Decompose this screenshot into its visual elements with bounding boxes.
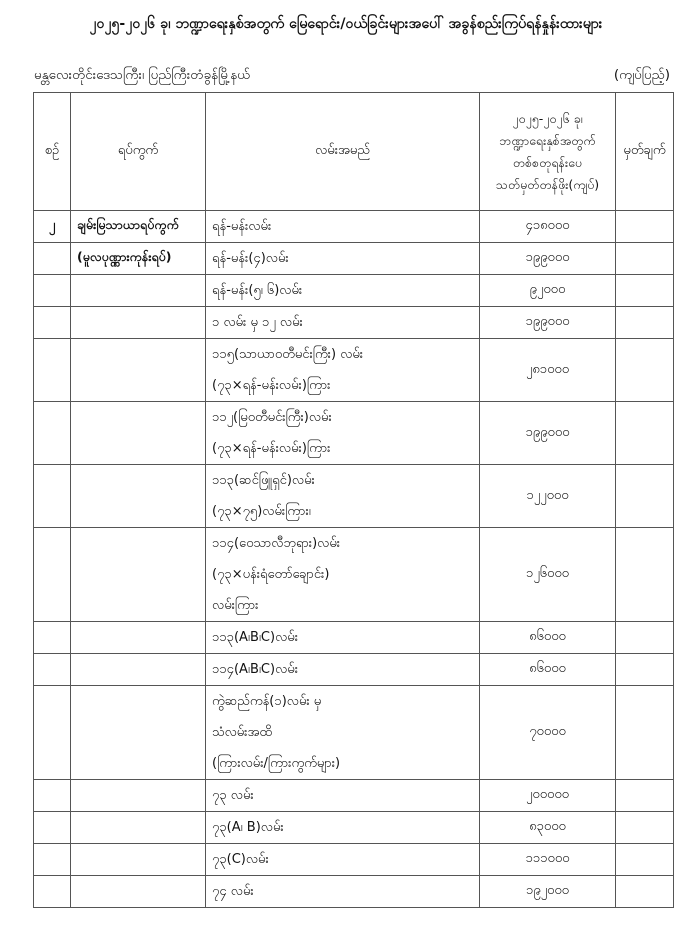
road-name-cell bbox=[206, 844, 480, 876]
amount-cell: ၂၈၁၀၀၀ bbox=[480, 339, 616, 402]
ward-cell bbox=[71, 402, 206, 465]
ward-cell: (မူလပုဏ္ဏားကုန်းရပ်) bbox=[71, 243, 206, 275]
row-number-cell bbox=[34, 686, 71, 780]
road-name-cell bbox=[206, 402, 480, 465]
road-name-cell bbox=[206, 654, 480, 686]
road-name-line: ရန်-မန်းလမ်း bbox=[212, 219, 272, 234]
road-name-line: (၇၃×ရန်-မန်းလမ်း)ကြား bbox=[212, 441, 331, 456]
header-ward: ရပ်ကွက် bbox=[71, 93, 206, 211]
road-name-line: ကွဲဆည်ကန်(၁)လမ်း မှ bbox=[212, 694, 322, 709]
road-name-line: (ကြားလမ်း/ကြားကွက်များ) bbox=[212, 756, 341, 771]
ward-cell bbox=[71, 812, 206, 844]
unit-label: (ကျပ်ပြည့်) bbox=[613, 67, 670, 83]
table-row bbox=[34, 465, 674, 528]
road-name-cell bbox=[206, 876, 480, 908]
remark-cell bbox=[616, 812, 674, 844]
region-label: မန္တလေးတိုင်းဒေသကြီး၊ ပြည်ကြီးတံခွန်မြို့နယ် bbox=[34, 67, 251, 83]
ward-cell bbox=[71, 654, 206, 686]
amount-cell: ၁၂၂၀၀၀ bbox=[480, 465, 616, 528]
ward-cell bbox=[71, 844, 206, 876]
remark-cell bbox=[616, 402, 674, 465]
header-no: စဉ် bbox=[34, 93, 71, 211]
header-amount bbox=[480, 93, 616, 211]
road-name-cell bbox=[206, 686, 480, 780]
road-name-cell bbox=[206, 812, 480, 844]
table-row bbox=[34, 243, 674, 275]
table-row bbox=[34, 339, 674, 402]
remark-cell bbox=[616, 876, 674, 908]
table-row bbox=[34, 686, 674, 780]
road-name-cell bbox=[206, 307, 480, 339]
ward-cell: ချမ်းမြသာယာရပ်ကွက် bbox=[71, 211, 206, 243]
table-row bbox=[34, 402, 674, 465]
road-name-line: ၁ လမ်း မှ ၁၂ လမ်း bbox=[212, 315, 303, 330]
row-number-cell bbox=[34, 339, 71, 402]
table-body bbox=[34, 211, 674, 908]
ward-cell bbox=[71, 307, 206, 339]
amount-cell: ၁၉၉၀၀၀ bbox=[480, 402, 616, 465]
ward-cell bbox=[71, 876, 206, 908]
table-row bbox=[34, 622, 674, 654]
road-name-line: ၁၁၅(သာယာဝတီမင်းကြီး) လမ်း bbox=[212, 347, 364, 362]
header-road: လမ်းအမည် bbox=[206, 93, 480, 211]
ward-cell bbox=[71, 339, 206, 402]
row-number-cell bbox=[34, 465, 71, 528]
table-row bbox=[34, 275, 674, 307]
road-name-cell bbox=[206, 243, 480, 275]
table-row bbox=[34, 876, 674, 908]
amount-cell: ၈၆၀၀၀ bbox=[480, 654, 616, 686]
road-name-line: ၁၁၄(A၊B၊C)လမ်း bbox=[212, 662, 298, 677]
row-number-cell bbox=[34, 780, 71, 812]
road-name-line: ရန်-မန်း(၅၊ ၆)လမ်း bbox=[212, 283, 303, 298]
header-amount-line: ၂၀၂၅-၂၀၂၆ ခု၊ bbox=[512, 110, 583, 126]
ward-cell bbox=[71, 465, 206, 528]
table-row bbox=[34, 780, 674, 812]
remark-cell bbox=[616, 307, 674, 339]
road-name-line: ၇၃(A၊ B)လမ်း bbox=[212, 820, 284, 835]
row-number-cell bbox=[34, 844, 71, 876]
remark-cell bbox=[616, 243, 674, 275]
road-name-line: လမ်းကြား bbox=[212, 598, 259, 613]
header-amount-line: သတ်မှတ်တန်ဖိုး(ကျပ်) bbox=[495, 176, 600, 192]
remark-cell bbox=[616, 622, 674, 654]
road-name-line: ၁၁၄(ဝေသာလီဘုရား)လမ်း bbox=[212, 536, 341, 551]
header-amount-line: ဘဏ္ဍာရေးနှစ်အတွက် bbox=[499, 132, 596, 148]
row-number-cell bbox=[34, 654, 71, 686]
amount-cell: ၁၉၉၀၀၀ bbox=[480, 243, 616, 275]
amount-cell: ၂၀၀၀၀၀ bbox=[480, 780, 616, 812]
table-row bbox=[34, 211, 674, 243]
row-number-cell bbox=[34, 275, 71, 307]
row-number-cell bbox=[34, 622, 71, 654]
road-name-line: (၇၃×ရန်-မန်းလမ်း)ကြား bbox=[212, 378, 331, 393]
amount-cell: ၁၉၂၀၀၀ bbox=[480, 876, 616, 908]
amount-cell: ၇၀၀၀၀ bbox=[480, 686, 616, 780]
road-name-cell bbox=[206, 339, 480, 402]
road-name-line: ၁၁၃(ဆင်ဖြူရှင်)လမ်း bbox=[212, 473, 315, 488]
row-number-cell bbox=[34, 876, 71, 908]
ward-cell bbox=[71, 622, 206, 654]
remark-cell bbox=[616, 528, 674, 622]
remark-cell bbox=[616, 339, 674, 402]
road-name-line: (၇၃×၇၅)လမ်းကြား၊ bbox=[212, 504, 311, 519]
amount-cell: ၉၂၀၀၀ bbox=[480, 275, 616, 307]
row-number-cell: ၂ bbox=[34, 211, 71, 243]
header-amount-line: တစ်စတုရန်းပေ bbox=[512, 154, 583, 170]
ward-cell bbox=[71, 780, 206, 812]
road-name-line: ၁၁၃(A၊B၊C)လမ်း bbox=[212, 630, 298, 645]
row-number-cell bbox=[34, 402, 71, 465]
ward-cell bbox=[71, 275, 206, 307]
rate-table bbox=[33, 92, 674, 908]
road-name-line: (၇၃×ပန်းရံတော်ချောင်း) bbox=[212, 567, 330, 582]
road-name-cell bbox=[206, 275, 480, 307]
remark-cell bbox=[616, 654, 674, 686]
remark-cell bbox=[616, 211, 674, 243]
amount-cell: ၁၉၉၀၀၀ bbox=[480, 307, 616, 339]
road-name-line: ၁၁၂(မြဝတီမင်းကြီး)လမ်း bbox=[212, 410, 332, 425]
row-number-cell bbox=[34, 243, 71, 275]
road-name-line: ၇၃(C)လမ်း bbox=[212, 852, 269, 867]
table-row bbox=[34, 307, 674, 339]
table-row bbox=[34, 528, 674, 622]
document-title: ၂၀၂၅-၂၀၂၆ ခု၊ ဘဏ္ဍာရေးနှစ်အတွက် မြေရောင်း/ဝယ်ခြင်းများအပေါ် အခွန်စည်းကြပ်ရန်နှုန်းထားများ bbox=[89, 16, 603, 32]
row-number-cell bbox=[34, 528, 71, 622]
header-remark: မှတ်ချက် bbox=[616, 93, 674, 211]
ward-cell bbox=[71, 528, 206, 622]
road-name-line: ရန်-မန်း(၄)လမ်း bbox=[212, 251, 289, 266]
amount-cell: ၁၂၆၀၀၀ bbox=[480, 528, 616, 622]
road-name-cell bbox=[206, 465, 480, 528]
ward-cell bbox=[71, 686, 206, 780]
table-header-row bbox=[34, 93, 674, 211]
road-name-line: ၇၃ လမ်း bbox=[212, 788, 254, 803]
table-row bbox=[34, 812, 674, 844]
road-name-line: ၇၄ လမ်း bbox=[212, 884, 254, 899]
road-name-cell bbox=[206, 528, 480, 622]
amount-cell: ၁၁၁၀၀၀ bbox=[480, 844, 616, 876]
amount-cell: ၄၁၈၀၀၀ bbox=[480, 211, 616, 243]
row-number-cell bbox=[34, 307, 71, 339]
remark-cell bbox=[616, 275, 674, 307]
amount-cell: ၈၃၀၀၀ bbox=[480, 812, 616, 844]
table-row bbox=[34, 844, 674, 876]
road-name-cell bbox=[206, 211, 480, 243]
remark-cell bbox=[616, 465, 674, 528]
remark-cell bbox=[616, 780, 674, 812]
road-name-line: သံလမ်းအထိ bbox=[212, 725, 272, 740]
amount-cell: ၈၆၀၀၀ bbox=[480, 622, 616, 654]
table-row bbox=[34, 654, 674, 686]
road-name-cell bbox=[206, 622, 480, 654]
remark-cell bbox=[616, 844, 674, 876]
road-name-cell bbox=[206, 780, 480, 812]
row-number-cell bbox=[34, 812, 71, 844]
remark-cell bbox=[616, 686, 674, 780]
